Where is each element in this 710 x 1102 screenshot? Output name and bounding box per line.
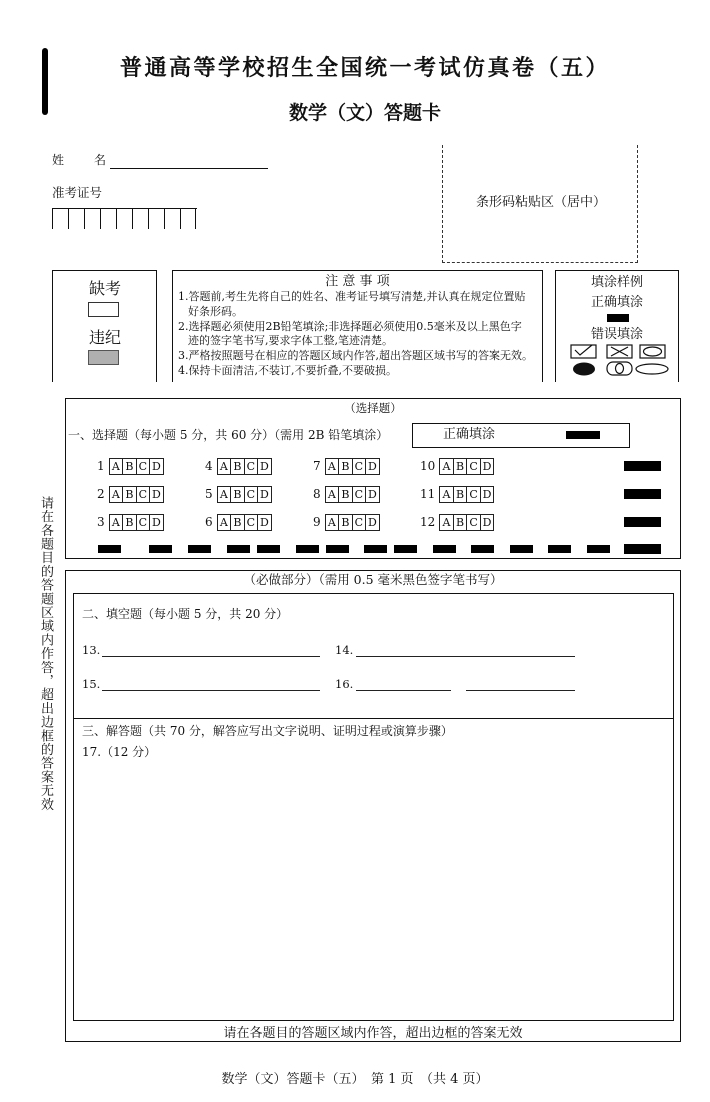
blank-16-label: 16.: [335, 677, 354, 691]
blank-14-line: [356, 656, 575, 657]
option-box-a: A: [217, 486, 232, 503]
choice-question-3: [97, 508, 205, 536]
option-box-b: B: [338, 486, 353, 503]
notice-item-3: 3.严格按照题号在相应的答题区域内作答,超出答题区域书写的答案无效。: [178, 349, 533, 363]
wrong-fill-label: 错误填涂: [590, 327, 643, 342]
notice-box: [172, 270, 543, 382]
page-title: 普通高等学校招生全国统一考试仿真卷（五）: [119, 55, 610, 81]
side-note: 请在各题目的答题区域内作答，超出边框的答案无效: [38, 496, 53, 812]
blank-13-line: [102, 656, 320, 657]
exam-id-cell: [68, 209, 84, 229]
timing-mark: [624, 517, 661, 527]
choice-question-4: [205, 452, 313, 480]
option-box-b: B: [230, 514, 245, 531]
option-box-d: D: [480, 458, 495, 475]
option-box-a: A: [439, 514, 454, 531]
option-group: [439, 486, 494, 503]
notice-item-2: 2.选择题必须使用2B铅笔填涂;非选择题必须使用0.5毫米及以上黑色字: [178, 319, 522, 333]
option-box-c: C: [352, 514, 367, 531]
choice-question-9: [313, 508, 420, 536]
option-box-d: D: [365, 514, 380, 531]
timing-mark: [98, 545, 121, 553]
option-box-a: A: [109, 514, 124, 531]
answer-area-note: 请在各题目的答题区域内作答，超出边框的答案无效: [223, 1026, 523, 1041]
exam-id-cell: [148, 209, 164, 229]
option-box-c: C: [136, 486, 151, 503]
option-box-b: B: [122, 458, 137, 475]
option-box-c: C: [244, 458, 259, 475]
choice-question-6: [205, 508, 313, 536]
timing-mark: [227, 545, 250, 553]
name-field-line: [110, 168, 268, 169]
exam-id-cell: [132, 209, 148, 229]
option-box-a: A: [325, 458, 340, 475]
option-group: [109, 514, 164, 531]
notice-item-2-cont: 迹的签字笔书写,要求字体工整,笔迹清楚。: [188, 334, 393, 348]
option-box-c: C: [466, 458, 481, 475]
exam-id-cell: [116, 209, 132, 229]
timing-mark: [149, 545, 172, 553]
exam-id-cell: [180, 209, 196, 229]
barcode-area: [442, 145, 638, 263]
exam-id-label: 准考证号: [52, 185, 103, 200]
correct-fill-mark: [607, 314, 629, 322]
blank-15-label: 15.: [82, 677, 101, 691]
option-group: [439, 458, 494, 475]
option-box-b: B: [230, 486, 245, 503]
option-box-a: A: [109, 486, 124, 503]
option-group: [109, 458, 164, 475]
option-box-d: D: [149, 458, 164, 475]
option-box-c: C: [352, 486, 367, 503]
blank-16-line-2: [466, 690, 575, 691]
question-number: 2: [97, 487, 105, 501]
timing-mark: [188, 545, 211, 553]
option-box-a: A: [217, 458, 232, 475]
timing-mark: [624, 489, 661, 499]
question-number: 6: [205, 515, 213, 529]
choice-heading: 一、选择题（每小题 5 分，共 60 分）（需用 2B 铅笔填涂）: [68, 428, 389, 442]
option-box-b: B: [338, 514, 353, 531]
choice-question-5: [205, 480, 313, 508]
notice-list: [178, 290, 542, 379]
option-box-a: A: [439, 458, 454, 475]
option-box-b: B: [122, 514, 137, 531]
question-number: 3: [97, 515, 105, 529]
required-section-title: （必做部分）（需用 0.5 毫米黑色签字笔书写）: [243, 572, 503, 587]
option-box-b: B: [453, 514, 468, 531]
question-number: 9: [313, 515, 321, 529]
fill-example-title: 填涂样例: [590, 275, 643, 290]
option-box-a: A: [439, 486, 454, 503]
option-group: [325, 514, 380, 531]
blank-16-line-1: [356, 690, 451, 691]
required-section: [65, 570, 681, 1042]
blank-13-label: 13.: [82, 643, 101, 657]
option-box-c: C: [466, 486, 481, 503]
answer-area: [73, 593, 674, 1021]
notice-item-1: 1.答题前,考生先将自己的姓名、准考证号填写清楚,并认真在规定位置贴: [178, 290, 526, 303]
timing-mark: [364, 545, 387, 553]
question-number: 11: [420, 487, 436, 501]
solve-heading: 三、解答题（共 70 分，解答应写出文字说明、证明过程或演算步骤）: [82, 724, 453, 738]
choice-question-8: [313, 480, 420, 508]
choice-question-1: [97, 452, 205, 480]
timing-mark: [548, 545, 571, 553]
partial-fill-icon: [616, 364, 624, 374]
choice-question-7: [313, 452, 420, 480]
option-group: [325, 486, 380, 503]
section-divider: [74, 718, 673, 719]
barcode-label: 条形码粘贴区（居中）: [475, 195, 606, 210]
option-group: [217, 514, 272, 531]
exam-id-boxes: [52, 208, 197, 228]
wrong-fill-marks: [565, 343, 673, 377]
correct-fill-label: 正确填涂: [590, 295, 643, 310]
timing-mark: [624, 461, 661, 471]
cross-icon: [611, 347, 628, 356]
question-number: 1: [97, 459, 105, 473]
option-group: [439, 514, 494, 531]
exam-id-cell: [100, 209, 116, 229]
option-box-d: D: [257, 514, 272, 531]
circle-icon: [644, 347, 662, 356]
choice-question-2: [97, 480, 205, 508]
timing-mark: [471, 545, 494, 553]
choice-section: [65, 398, 681, 559]
option-box-c: C: [136, 514, 151, 531]
option-box-b: B: [453, 458, 468, 475]
option-box-d: D: [365, 458, 380, 475]
option-box-d: D: [480, 514, 495, 531]
alignment-bar: [42, 48, 48, 115]
option-box-a: A: [325, 514, 340, 531]
check-icon: [575, 345, 592, 355]
option-box-d: D: [149, 486, 164, 503]
question-number: 10: [420, 459, 436, 473]
option-group: [325, 458, 380, 475]
option-box-a: A: [325, 486, 340, 503]
choice-correct-fill-box: [412, 423, 630, 448]
option-group: [217, 486, 272, 503]
blank-14-label: 14.: [335, 643, 354, 657]
timing-mark: [624, 544, 661, 554]
timing-mark: [394, 545, 417, 553]
status-box: [52, 270, 157, 382]
question-number: 7: [313, 459, 321, 473]
timing-mark: [587, 545, 610, 553]
question-number: 4: [205, 459, 213, 473]
timing-mark: [433, 545, 456, 553]
page-footer: 数学（文）答题卡（五） 第 1 页 （共 4 页）: [221, 1072, 489, 1087]
exam-id-cell: [164, 209, 180, 229]
option-box-d: D: [149, 514, 164, 531]
timing-mark: [326, 545, 349, 553]
choice-question-grid: [97, 452, 528, 536]
name-label: 姓 名: [52, 153, 109, 167]
notice-title: 注 意 事 项: [325, 274, 390, 289]
exam-id-cell: [52, 209, 68, 229]
wrong-mark-filled-circle: [573, 363, 595, 376]
absent-label: 缺考: [88, 279, 121, 298]
question-number: 5: [205, 487, 213, 501]
option-box-b: B: [338, 458, 353, 475]
fill-example-box: [555, 270, 679, 382]
option-box-d: D: [257, 458, 272, 475]
wrong-mark-oval: [636, 364, 668, 374]
option-box-d: D: [365, 486, 380, 503]
page-subtitle: 数学（文）答题卡: [288, 102, 441, 124]
fill-blank-heading: 二、填空题（每小题 5 分，共 20 分）: [82, 607, 289, 621]
option-box-c: C: [244, 486, 259, 503]
option-box-c: C: [244, 514, 259, 531]
question-17-label: 17.（12 分）: [82, 745, 157, 759]
option-box-c: C: [466, 514, 481, 531]
option-box-c: C: [136, 458, 151, 475]
option-box-a: A: [109, 458, 124, 475]
option-box-b: B: [122, 486, 137, 503]
notice-item-4: 4.保持卡面清洁,不装订,不要折叠,不要破损。: [178, 363, 397, 377]
question-number: 8: [313, 487, 321, 501]
option-box-a: A: [217, 514, 232, 531]
option-box-b: B: [453, 486, 468, 503]
choice-correct-fill-mark: [566, 431, 600, 439]
choice-question-11: [420, 480, 528, 508]
option-box-d: D: [480, 486, 495, 503]
exam-id-cell: [84, 209, 100, 229]
blank-15-line: [102, 690, 320, 691]
question-number: 12: [420, 515, 436, 529]
option-box-b: B: [230, 458, 245, 475]
violation-label: 违纪: [88, 328, 121, 347]
choice-correct-fill-label: 正确填涂: [443, 427, 496, 442]
choice-question-10: [420, 452, 528, 480]
option-group: [109, 486, 164, 503]
timing-mark: [296, 545, 319, 553]
choice-section-title: （选择题）: [344, 401, 402, 415]
violation-mark-box: [88, 350, 119, 365]
notice-item-1-cont: 好条形码。: [188, 304, 243, 318]
timing-mark: [510, 545, 533, 553]
absent-mark-box: [88, 302, 119, 317]
option-box-d: D: [257, 486, 272, 503]
option-group: [217, 458, 272, 475]
choice-question-12: [420, 508, 528, 536]
option-box-c: C: [352, 458, 367, 475]
timing-mark: [257, 545, 280, 553]
